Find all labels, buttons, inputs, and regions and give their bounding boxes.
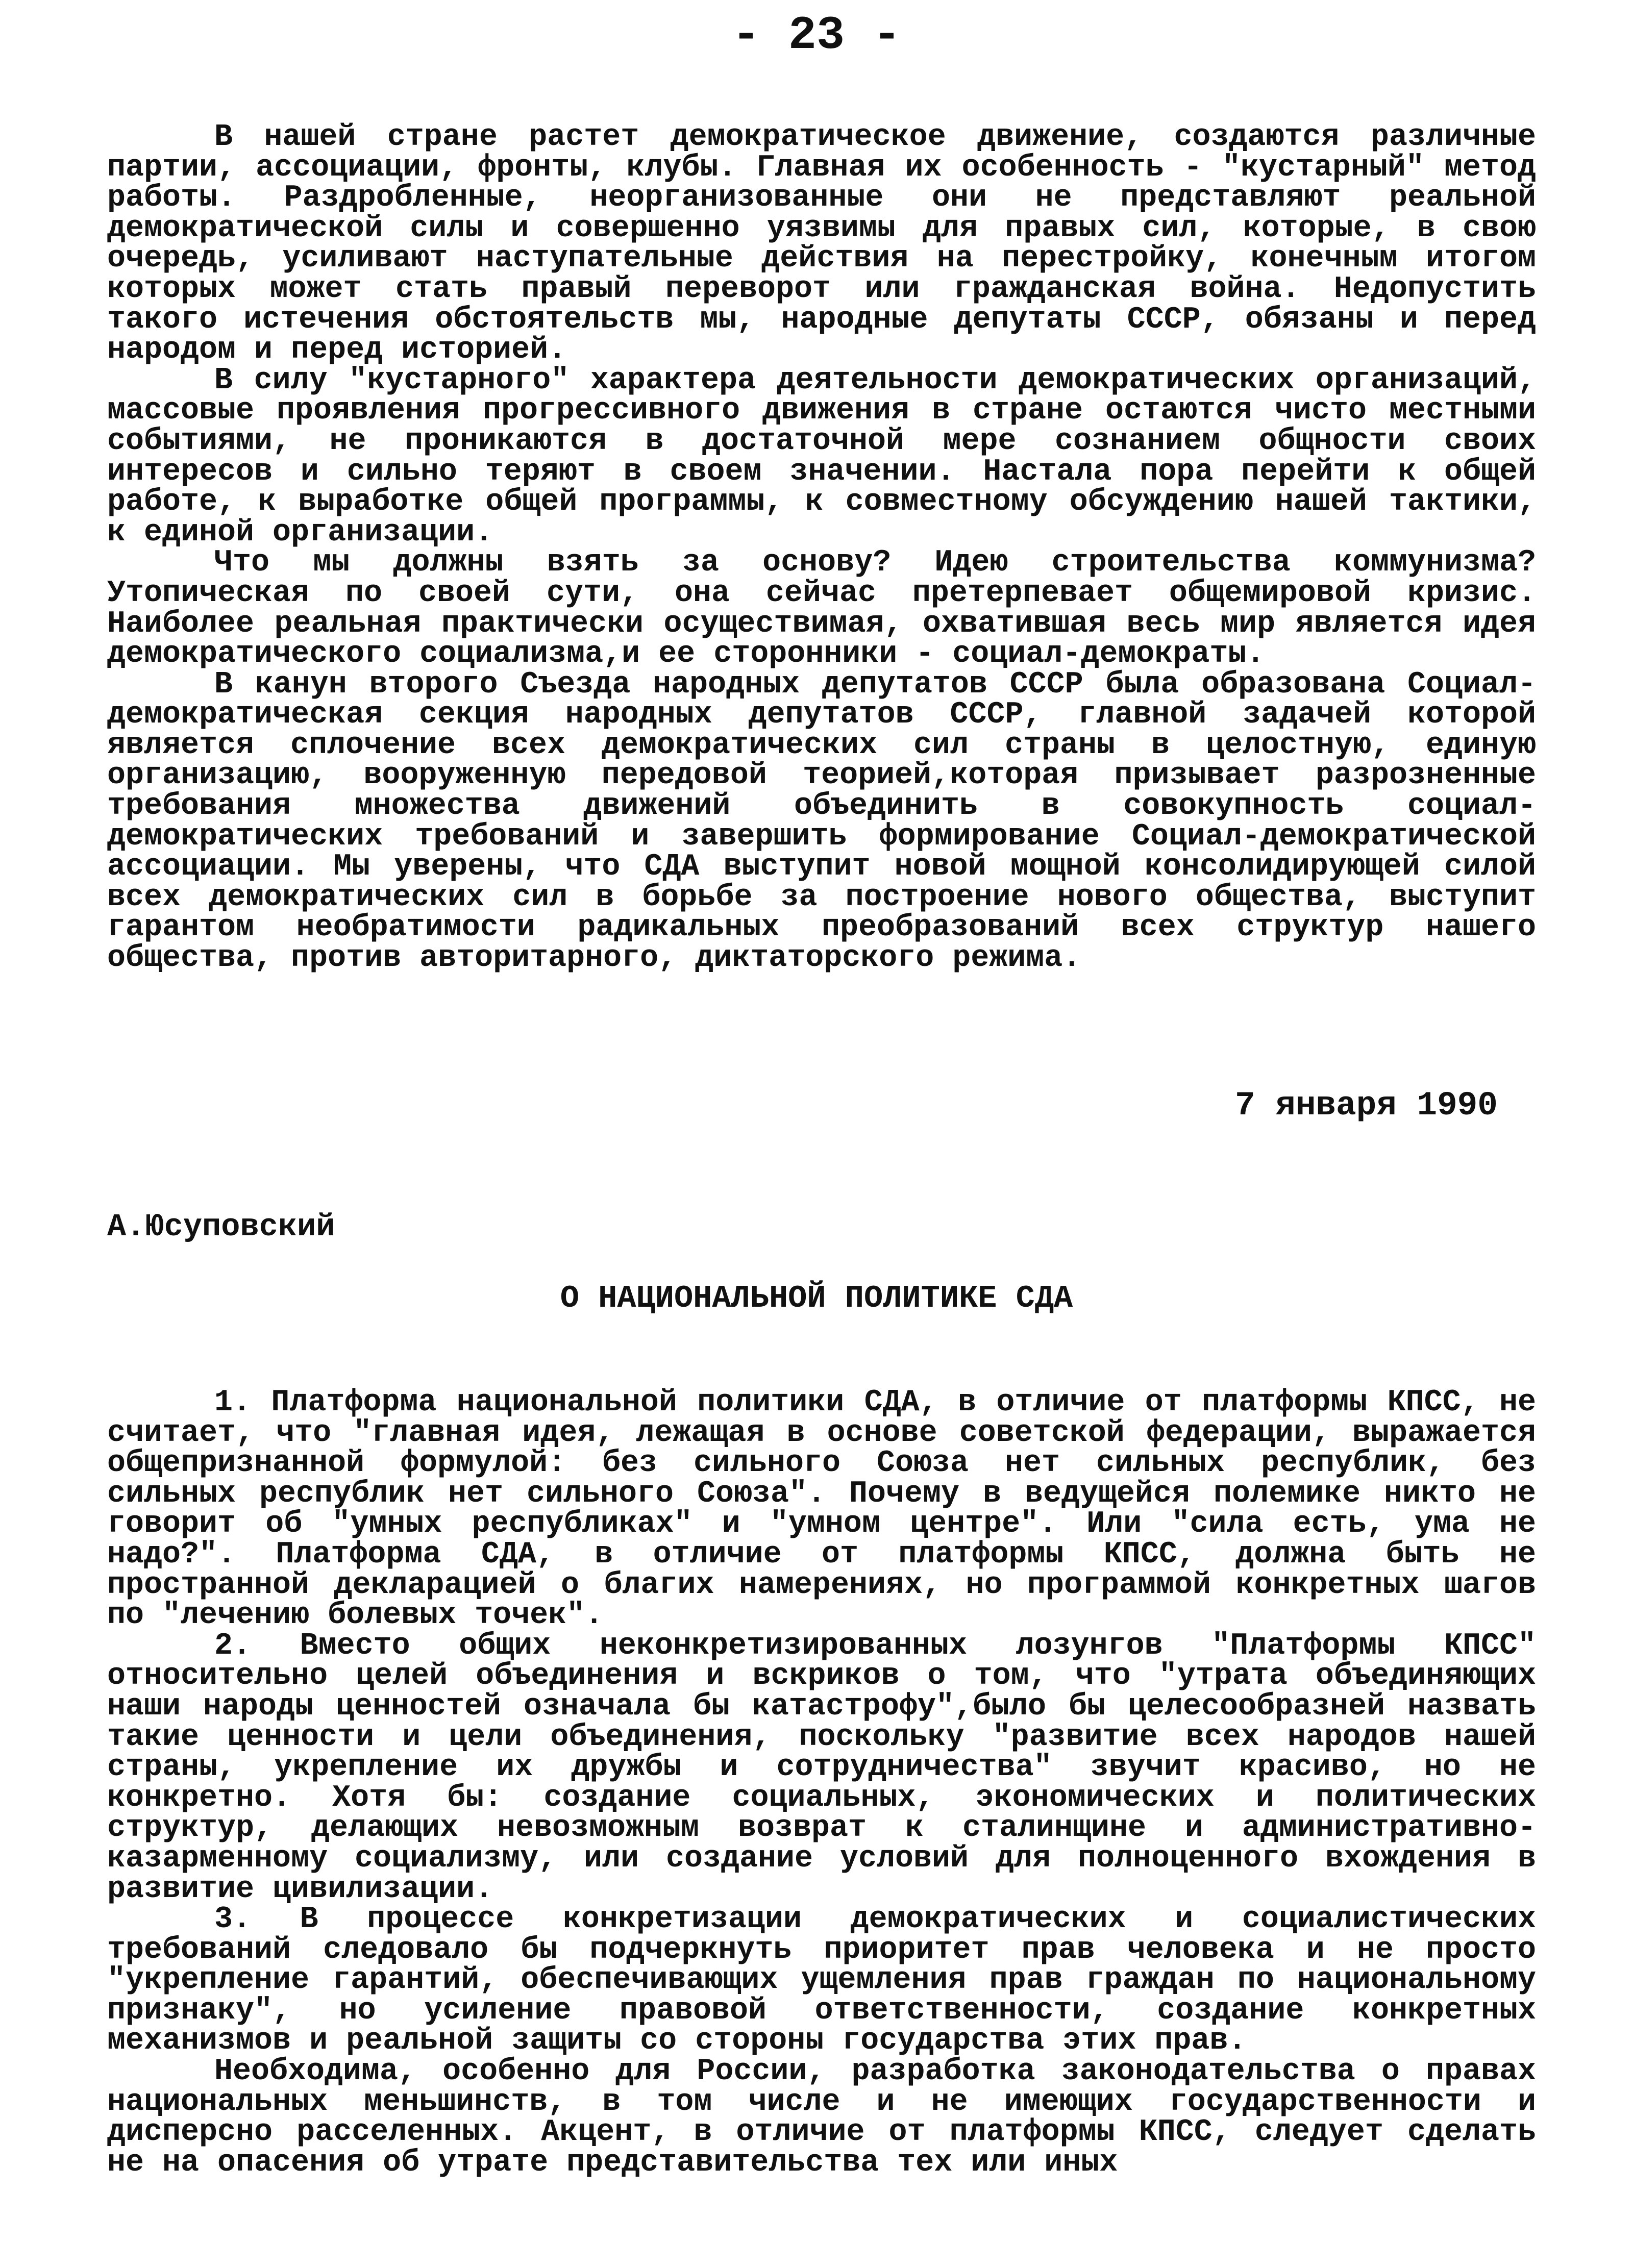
paragraph: В нашей стране растет демократическое движение, создаются различные партии, ассоциации, фронты, клубы. Главная их особенность - "кустарный" метод работы. Раздробленные, неорганизованные они не представляют реальной демократической силы и совершенно уязвимы для правых сил, которые, в свою очередь, усиливают наступательные действия на перестройку, конечным итогом которых может стать правый переворот или гражданская война. Недопустить такого истечения обстоятельств мы, народные депутаты СССР, обязаны и перед народом и перед историей. — [107, 120, 1536, 368]
appeal-text — [107, 122, 1536, 974]
paragraph: 3. В процессе конкретизации демократических и социалистических требований следовало бы подчеркнуть приоритет прав человека и не просто "укрепление гарантий, обеспечивающих ущемления прав граждан по национальному признаку", но усиление правовой ответственности, создание конкретных механизмов и реальной защиты со стороны государства этих прав. — [107, 1902, 1536, 2059]
article-title: О НАЦИОНАЛЬНОЙ ПОЛИТИКЕ СДА — [560, 1280, 1073, 1316]
article-text — [107, 1385, 1536, 2180]
paragraph: Что мы должны взять за основу? Идею строительства коммунизма? Утопическая по своей сути, она сейчас претерпевает общемировой кризис. Наиболее реальная практически осуществимая, охватившая весь мир является идея демократического социализма,и ее сторонники - социал-демократы. — [107, 545, 1536, 672]
paragraph: В канун второго Съезда народных депутатов СССР была образована Социал-демократическая секция народных депутатов СССР, главной задачей которой является сплочение всех демократических сил страны в целостную, единую организацию, вооруженную передовой теорией,которая призывает разрозненные требования множества движений объединить в совокупность социал-демократических требований и завершить формирование Социал-демократической ассоциации. Мы уверены, что СДА выступит новой мощной консолидирующей силой всех демократических сил в борьбе за построение нового общества, выступит гарантом необратимости радикальных преобразований всех структур нашего общества, против авторитарного, диктаторского режима. — [107, 667, 1536, 976]
paragraph: 1. Платформа национальной политики СДА, в отличие от платформы КПСС, не считает, что "главная идея, лежащая в основе советской федерации, выражается общепризнанной формулой: без сильного Союза нет сильных республик, без сильных республик нет сильного Союза". Почему в ведущейся полемике никто не говорит об "умных республиках" и "умном центре". Или "сила есть, ума не надо?". Платформа СДА, в отличие от платформы КПСС, должна быть не пространной декларацией о благих намерениях, но программой конкретных шагов по "лечению болевых точек". — [107, 1385, 1536, 1633]
article-author: А.Юсуповский — [107, 1209, 335, 1245]
paragraph: В силу "кустарного" характера деятельности демократических организаций, массовые проявления прогрессивного движения в стране остаются чисто местными событиями, не проникаются в достаточной мере сознанием общности своих интересов и сильно теряют в своем значении. Настала пора перейти к общей работе, к выработке общей программы, к совместному обсуждению нашей тактики, к единой организации. — [107, 363, 1536, 550]
page-number: - 23 - — [732, 9, 901, 62]
paragraph: Необходима, особенно для России, разработка законодательства о правах национальных меньшинств, в том числе и не имеющих государственности и дисперсно расселенных. Акцент, в отличие от платформы КПСС, следует сделать не на опасения об утрате представительства тех или иных — [107, 2054, 1536, 2180]
document-date: 7 января 1990 — [1235, 1086, 1498, 1125]
paragraph: 2. Вместо общих неконкретизированных лозунгов "Платформы КПСС" относительно целей объединения и вскриков о том, что "утрата объединяющих наши народы ценностей означала бы катастрофу",было бы целесообразней назвать такие ценности и цели объединения, поскольку "развитие всех народов нашей страны, укрепление их дружбы и сотрудничества" звучит красиво, но не конкретно. Хотя бы: создание социальных, экономических и политических структур, делающих невозможным возврат к сталинщине и административно-казарменному социализму, или создание условий для полноценного вхождения в развитие цивилизации. — [107, 1628, 1536, 1907]
